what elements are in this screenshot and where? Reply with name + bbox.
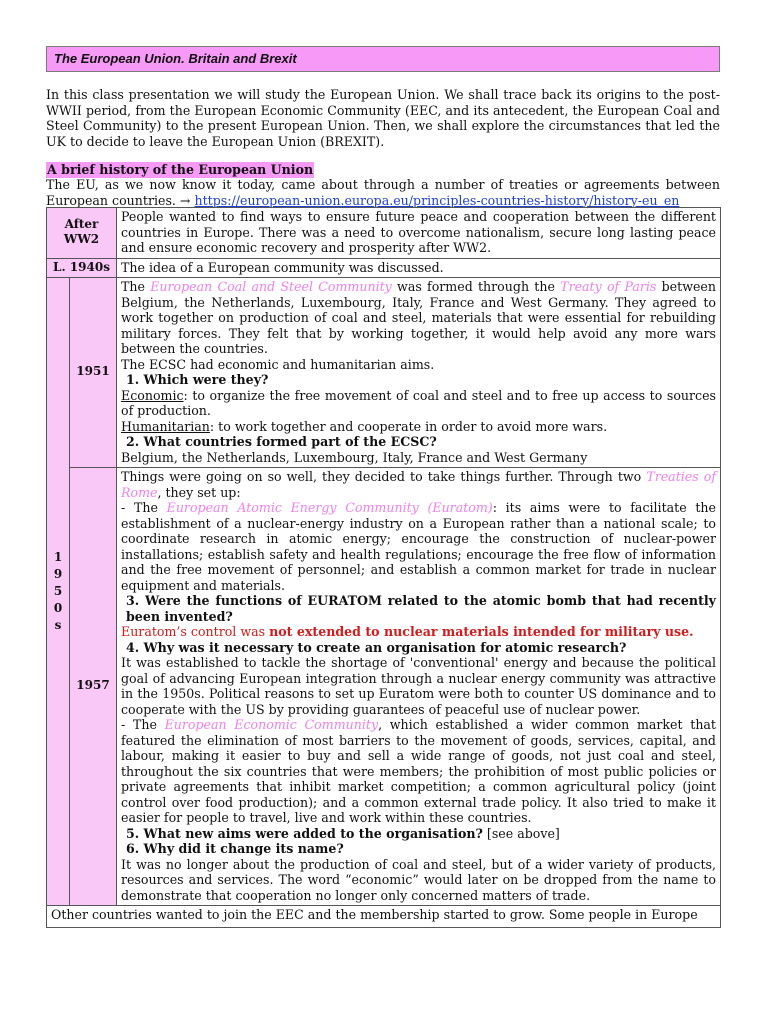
section-paragraph [46, 177, 720, 208]
row-content-1951 [117, 278, 721, 468]
row-content-membership: Other countries wanted to join the EEC and the membership started to grow. Some people in Europe [47, 906, 721, 928]
label-economic: Economic [121, 387, 184, 403]
answer-economic [121, 388, 716, 419]
row-label-late-1940s: L. 1940s [47, 258, 117, 278]
row-label-1957: 1957 [70, 468, 117, 906]
table-row [47, 906, 721, 928]
term-eec: European Economic Community [164, 717, 379, 732]
text-span-bold: not extended to nuclear materials intended for military use. [269, 624, 694, 639]
text-span: between Belgium, the Netherlands, Luxembourg, Italy, France and West Germany. They agreed to work together on production of coal and steel, materials that were essential for rebuilding military forces. They felt that by working together, it would help avoid any more wars between the countries. [121, 279, 716, 356]
section-text: The EU, as we now know it today, came about through a number of treaties or agreements between European countries. → [46, 177, 720, 208]
paragraph [121, 279, 716, 357]
question-6: 6. Why did it change its name? [126, 841, 344, 856]
text-span: was formed through the [397, 279, 555, 294]
paragraph: The ECSC had economic and humanitarian aims. [121, 356, 435, 372]
question-5-note: [see above] [482, 825, 560, 841]
intro-text: In this class presentation we will study the European Union. We shall trace back its origins to the post-WWII period, from the European Economic Community (EEC, and its antecedent, the European Coal and Steel Community) to the present European Union. Then, we shall explore the circumstances that led the UK to decide to leave the European Union (BREXIT). [46, 87, 720, 149]
answer-4: It was established to tackle the shortage of 'conventional' energy and because the political goal of advancing European integration through a nuclear energy community was attractive in the 1950s. Political reasons to set up Euratom were both to counter US dominance and to cooperate with the US by providing guarantees of peaceful use of nuclear power. [121, 655, 716, 717]
document-title-bar [46, 46, 720, 72]
text-span: , they set up: [157, 484, 241, 500]
text-span: - The [121, 717, 157, 732]
label-humanitarian: Humanitarian [121, 418, 210, 434]
row-label-after-ww2: After WW2 [47, 208, 117, 259]
table-row [47, 208, 721, 259]
answer-2: Belgium, the Netherlands, Luxembourg, Italy, France and West Germany [121, 449, 588, 465]
paragraph [121, 500, 716, 593]
question-5-line [121, 826, 716, 842]
answer-humanitarian [121, 419, 716, 435]
table-row [47, 258, 721, 278]
document-title: The European Union. Britain and Brexit [54, 51, 297, 67]
term-ecsc: European Coal and Steel Community [150, 279, 392, 294]
term-treaty-of-paris: Treaty of Paris [560, 279, 657, 294]
question-4: 4. Why was it necessary to create an organisation for atomic research? [126, 639, 627, 655]
term-euratom: European Atomic Energy Community (Euratom) [166, 500, 493, 515]
answer-3 [121, 624, 716, 640]
question-3: 3. Were the functions of EURATOM related to the atomic bomb that had recently been invented? [126, 593, 716, 624]
decade-vertical-text: 1 9 5 0 s [53, 550, 63, 632]
intro-paragraph [46, 87, 720, 149]
history-table [46, 207, 721, 928]
history-link[interactable]: https://european-union.europa.eu/principles-countries-history/history-eu_en [194, 192, 680, 208]
answer-6: It was no longer about the production of coal and steel, but of a wider variety of products, resources and services. The word “economic” would later on be dropped from the name to demonstrate that cooperation no longer only concerned matters of trade. [121, 856, 716, 903]
decade-label-1950s [47, 278, 70, 906]
text-span: : to organize the free movement of coal and steel and to free up access to sources of production. [121, 387, 716, 418]
row-content-late-1940s: The idea of a European community was discussed. [117, 258, 721, 278]
text-span: : to work together and cooperate in order to avoid more wars. [209, 418, 608, 434]
question-5: 5. What new aims were added to the organisation? [126, 825, 483, 841]
term-treaties-of-rome: Treaties of Rome [121, 469, 716, 500]
text-span: , which established a wider common market that featured the elimination of most barriers to the movement of goods, services, capital, and labour, making it easier to buy and sell a wide range of goods, not just coal and steel, throughout the six countries that were members; the prohibition of most public policies or private agreements that inhibit market competition; a common agricultural policy (joint control over food production); and a common external trade policy. It also tried to make it easier for people to travel, live and work within these countries. [121, 717, 716, 825]
row-content-1957 [117, 468, 721, 906]
text-span: Euratom’s control was [121, 624, 266, 639]
table-row [47, 468, 721, 906]
question-2: 2. What countries formed part of the ECSC? [126, 434, 437, 449]
text-span: The [121, 279, 145, 294]
section-heading: A brief history of the European Union [47, 162, 314, 177]
table-row [47, 278, 721, 468]
text-span: - The [121, 500, 158, 515]
question-1: 1. Which were they? [126, 372, 269, 387]
row-label-1951: 1951 [70, 278, 117, 468]
paragraph [121, 717, 716, 826]
text-span: : its aims were to facilitate the establishment of a nuclear-energy industry on a European rather than a national scale; to coordinate research in atomic energy; encourage the construction of nuclear-power installations; establish safety and health regulations; encourage the free flow of information and the free movement of personnel; and establish a common market for trade in nuclear equipment and materials. [121, 500, 716, 593]
paragraph [121, 469, 716, 500]
text-span: Things were going on so well, they decided to take things further. Through two [121, 469, 642, 484]
row-content-after-ww2: People wanted to find ways to ensure future peace and cooperation between the different countries in Europe. There was a need to overcome nationalism, secure long lasting peace and ensure economic recovery and prosperity after WW2. [117, 208, 721, 259]
